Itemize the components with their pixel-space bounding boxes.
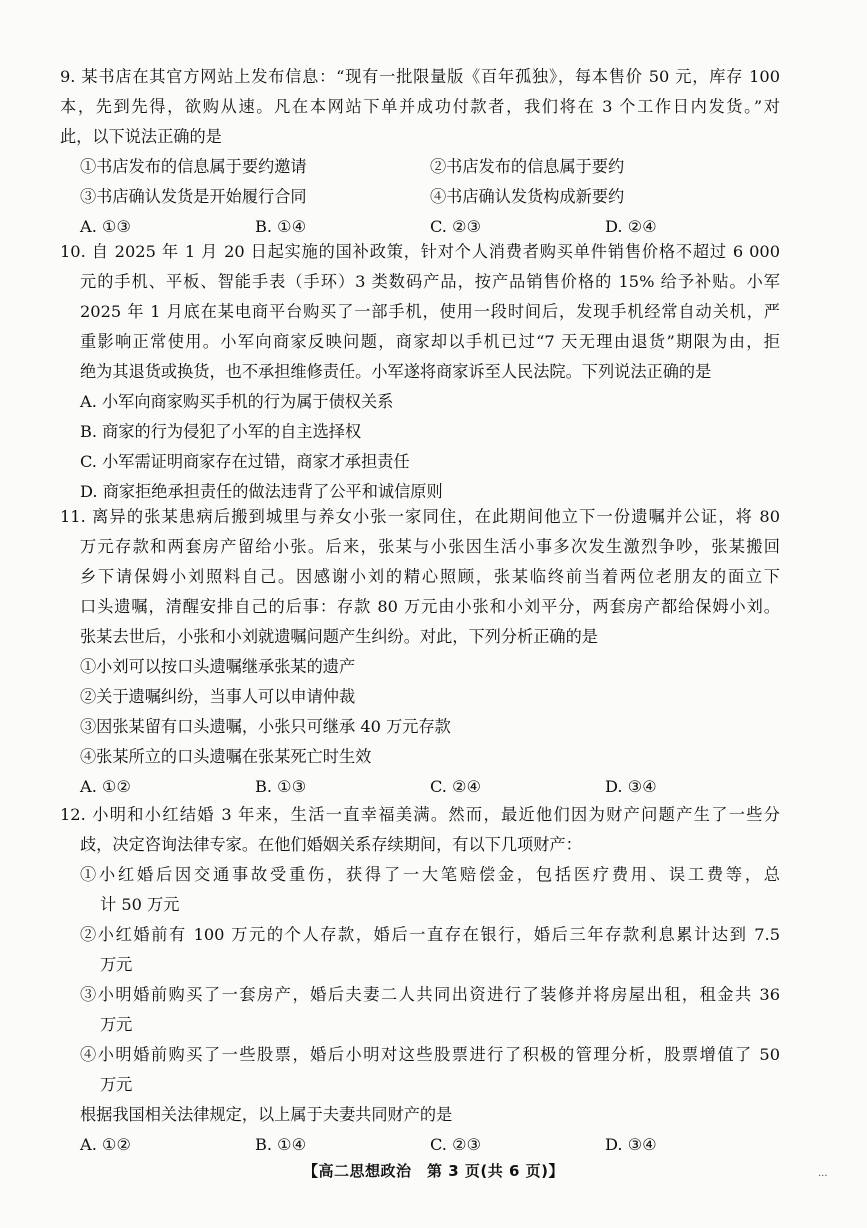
q12-item-3-line-2: 万元	[100, 1015, 133, 1034]
q11-item-1: ①小刘可以按口头遗嘱继承张某的遗产	[80, 657, 356, 676]
q10-choice-c: C. 小军需证明商家存在过错，商家才承担责任	[80, 452, 410, 471]
q9-item-2: ②书店发布的信息属于要约	[430, 157, 625, 176]
q9-choice-b: B. ①④	[255, 217, 307, 236]
q9-choice-d: D. ②④	[605, 217, 657, 236]
q12-choice-a: A. ①②	[80, 1135, 132, 1154]
q9-stem-line-3: 此，以下说法正确的是	[60, 127, 222, 146]
q12-item-2-line-2: 万元	[100, 955, 133, 974]
question-11	[60, 502, 780, 802]
q9-choice-c: C. ②③	[430, 217, 482, 236]
q11-choice-a: A. ①②	[80, 777, 132, 796]
q10-stem-line-3: 2025 年 1 月底在某电商平台购买了一部手机，使用一段时间后，发现手机经常自动关机，严	[80, 302, 780, 321]
q12-item-1-line-1: ①小红婚后因交通事故受重伤，获得了一大笔赔偿金，包括医疗费用、误工费等，总	[80, 865, 780, 884]
q10-choice-d: D. 商家拒绝承担责任的做法违背了公平和诚信原则	[80, 482, 443, 501]
q9-items-row-1	[60, 152, 780, 182]
q11-item-3: ③因张某留有口头遗嘱，小张只可继承 40 万元存款	[80, 717, 451, 736]
q12-item-4-line-1: ④小明婚前购买了一些股票，婚后小明对这些股票进行了积极的管理分析，股票增值了 50	[80, 1045, 780, 1064]
q9-choice-a: A. ①③	[80, 217, 132, 236]
q10-stem-line-2: 元的手机、平板、智能手表（手环）3 类数码产品，按产品销售价格的 15% 给予补贴。小军	[80, 272, 780, 291]
q9-stem-line-2: 本，先到先得，欲购从速。凡在本网站下单并成功付款者，我们将在 3 个工作日内发货。”对	[60, 97, 780, 116]
q12-choice-d: D. ③④	[605, 1135, 657, 1154]
q11-item-2: ②关于遗嘱纠纷，当事人可以申请仲裁	[80, 687, 356, 706]
q11-stem-line-4: 口头遗嘱，清醒安排自己的后事：存款 80 万元由小张和小刘平分，两套房产都给保姆小刘。	[80, 597, 780, 616]
q9-item-3: ③书店确认发货是开始履行合同	[80, 187, 307, 206]
q11-stem-line-3: 乡下请保姆小刘照料自己。因感谢小刘的精心照顾，张某临终前当着两位老朋友的面立下	[80, 567, 780, 586]
q12-choice-c: C. ②③	[430, 1135, 482, 1154]
page-footer: 【高二思想政治 第 3 页(共 6 页)】	[303, 1162, 564, 1180]
q11-item-4: ④张某所立的口头遗嘱在张某死亡时生效	[80, 747, 372, 766]
corner-mark: ...	[818, 1168, 828, 1179]
q9-item-4: ④书店确认发货构成新要约	[430, 187, 625, 206]
q11-stem-line-2: 万元存款和两套房产留给小张。后来，张某与小张因生活小事多次发生激烈争吵，张某搬回	[80, 537, 780, 556]
q12-item-3-line-1: ③小明婚前购买了一套房产，婚后夫妻二人共同出资进行了装修并将房屋出租，租金共 36	[80, 985, 780, 1004]
q12-item-2-line-1: ②小红婚前有 100 万元的个人存款，婚后一直存在银行，婚后三年存款利息累计达到 7.5	[80, 925, 780, 944]
q12-question: 根据我国相关法律规定，以上属于夫妻共同财产的是	[80, 1105, 453, 1124]
q11-stem-line-5: 张某去世后，小张和小刘就遗嘱问题产生纠纷。对此，下列分析正确的是	[80, 627, 598, 646]
q10-choice-a: A. 小军向商家购买手机的行为属于债权关系	[80, 392, 394, 411]
q9-items-row-2	[60, 182, 780, 212]
q12-item-1-line-2: 计 50 万元	[100, 895, 180, 914]
q11-stem-line-1: 11. 离异的张某患病后搬到城里与养女小张一家同住，在此期间他立下一份遗嘱并公证，将 80	[60, 507, 780, 526]
q10-choice-b: B. 商家的行为侵犯了小军的自主选择权	[80, 422, 362, 441]
q12-item-4-line-2: 万元	[100, 1075, 133, 1094]
q11-choice-b: B. ①③	[255, 777, 307, 796]
question-10	[60, 237, 780, 507]
q9-stem-line-1: 9. 某书店在其官方网站上发布信息：“现有一批限量版《百年孤独》，每本售价 50 元，库存 100	[60, 67, 780, 86]
q10-stem-line-1: 10. 自 2025 年 1 月 20 日起实施的国补政策，针对个人消费者购买单件销售价格不超过 6 000	[60, 242, 780, 261]
q10-stem-line-4: 重影响正常使用。小军向商家反映问题，商家却以手机已过“7 天无理由退货”期限为由，拒	[80, 332, 780, 351]
question-9	[60, 62, 780, 242]
q11-choice-d: D. ③④	[605, 777, 657, 796]
question-12	[60, 800, 780, 1160]
q9-item-1: ①书店发布的信息属于要约邀请	[80, 157, 307, 176]
q12-stem-line-1: 12. 小明和小红结婚 3 年来，生活一直幸福美满。然而，最近他们因为财产问题产生了一些分	[60, 805, 780, 824]
q12-choice-b: B. ①④	[255, 1135, 307, 1154]
q11-choice-c: C. ②④	[430, 777, 482, 796]
q12-stem-line-2: 歧，决定咨询法律专家。在他们婚姻关系存续期间，有以下几项财产：	[80, 835, 582, 854]
q11-choices	[60, 772, 780, 802]
q12-choices	[60, 1130, 780, 1160]
q10-stem-line-5: 绝为其退货或换货，也不承担维修责任。小军遂将商家诉至人民法院。下列说法正确的是	[80, 362, 712, 381]
